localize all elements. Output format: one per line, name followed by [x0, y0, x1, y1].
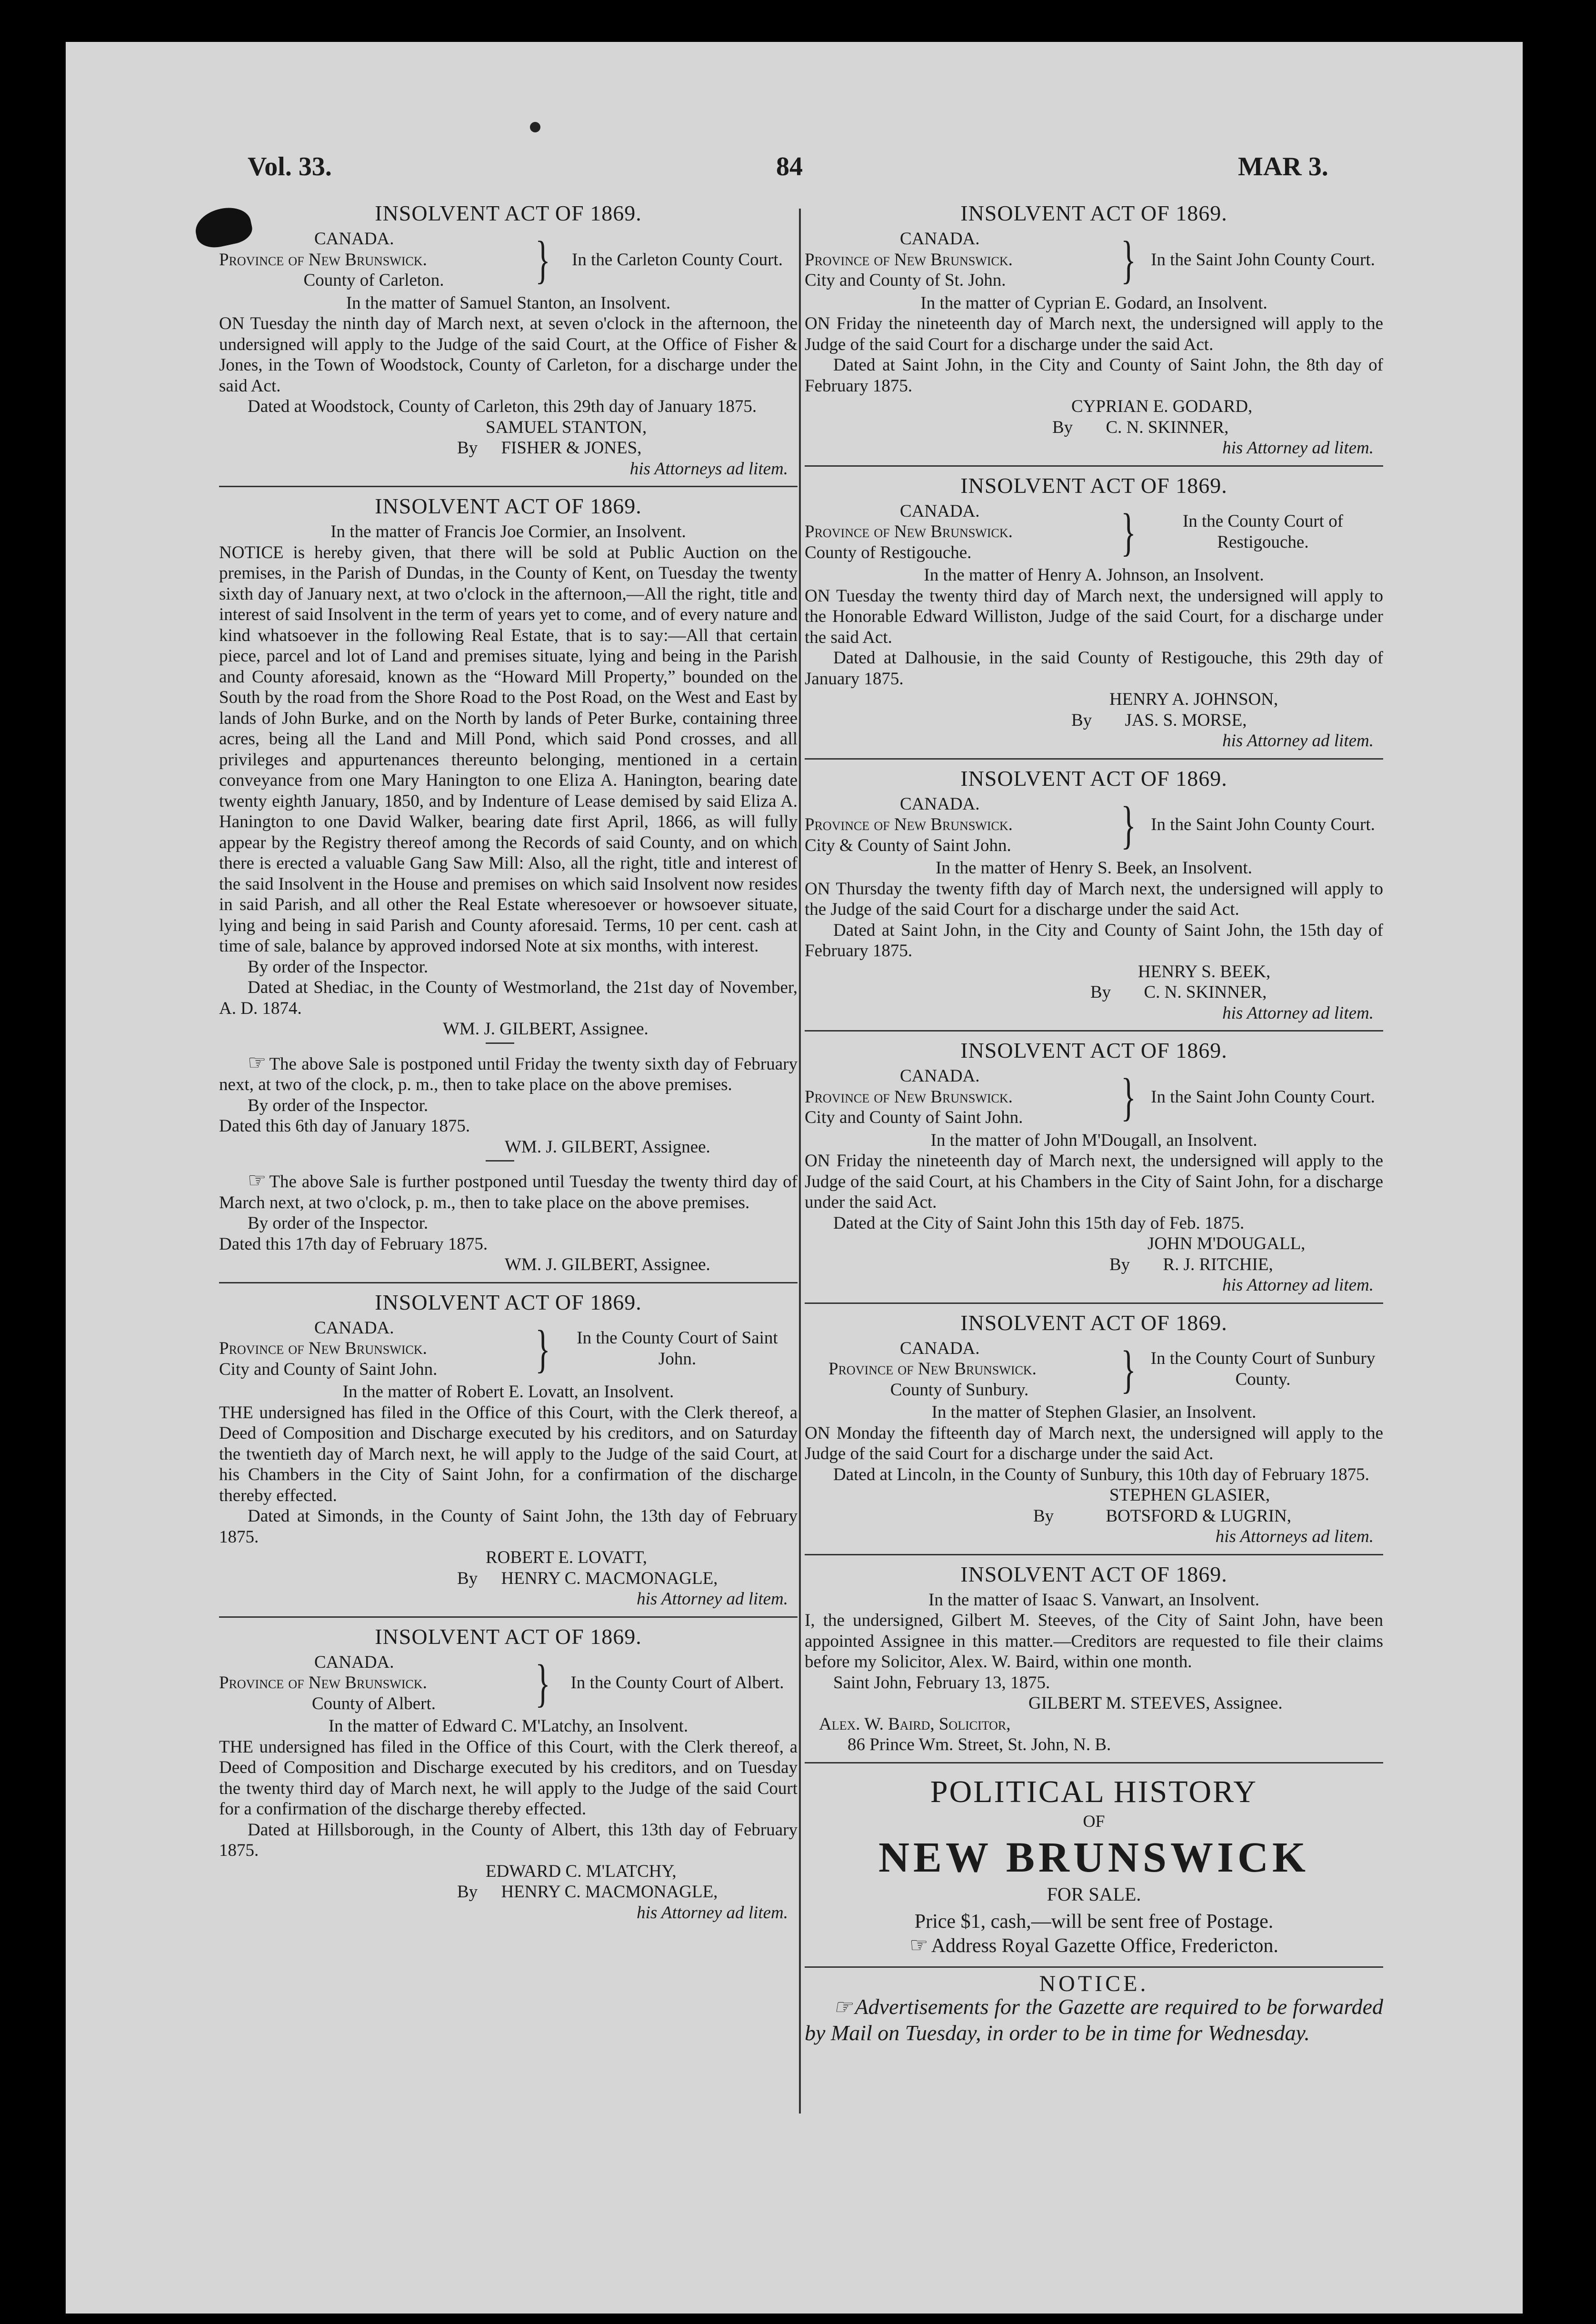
attorney-name: HENRY C. MACMONAGLE,: [501, 1882, 718, 1902]
court-name: In the County Court of Sunbury County.: [1150, 1349, 1376, 1389]
notice-body: ON Tuesday the twenty third day of March next, the undersigned will apply to the Honorable Edward Williston, Judge of the said Court, for a discharge under the said Act.: [805, 586, 1383, 647]
short-rule: [486, 1160, 514, 1162]
attorney-name: BOTSFORD & LUGRIN,: [1106, 1506, 1292, 1526]
ink-dot: [530, 122, 540, 132]
notice-vanwart: [805, 1561, 1383, 1755]
insolvent-name: HENRY A. JOHNSON,: [1109, 690, 1278, 709]
separator: [219, 1282, 798, 1283]
by-label: By: [457, 1568, 478, 1588]
attorney-role: his Attorney ad litem.: [1222, 731, 1374, 751]
page-number: 84: [776, 152, 803, 181]
assignee-sign: GILBERT M. STEEVES, Assignee.: [1028, 1693, 1283, 1713]
separator: [219, 1616, 798, 1618]
province: Province of New Brunswick.: [219, 250, 427, 270]
postponement-1: ☞ The above Sale is postponed until Friday the twenty sixth day of February next, at two of the clock, p. m., then to take place on the above premises.: [219, 1052, 798, 1095]
county: County of Restigouche.: [805, 542, 972, 562]
notice-title: INSOLVENT ACT OF 1869.: [375, 1290, 642, 1314]
court-block: [219, 1652, 798, 1714]
county: City & County of Saint John.: [805, 835, 1011, 855]
attorney-name: JAS. S. MORSE,: [1125, 710, 1247, 730]
assignee-sign: WM. J. GILBERT, Assignee.: [505, 1137, 710, 1157]
assignee-sign: WM. J. GILBERT, Assignee.: [443, 1019, 648, 1039]
attorney-role: his Attorney ad litem.: [1222, 1003, 1374, 1023]
attorney-role: his Attorney ad litem.: [1222, 438, 1374, 458]
notice-mdougall: [805, 1037, 1383, 1296]
notice-title: INSOLVENT ACT OF 1869.: [960, 1038, 1227, 1062]
brace: }: [1121, 1068, 1136, 1126]
notice-johnson: [805, 472, 1383, 751]
notice-stanton: [219, 200, 798, 479]
assignee-sign: WM. J. GILBERT, Assignee.: [505, 1255, 710, 1274]
matter: In the matter of John M'Dougall, an Insolvent.: [930, 1130, 1257, 1150]
county: County of Albert.: [311, 1693, 436, 1713]
attorney-name: FISHER & JONES,: [501, 438, 642, 458]
solicitor-address: 86 Prince Wm. Street, St. John, N. B.: [848, 1735, 1111, 1754]
brace: }: [535, 230, 550, 289]
province: Province of New Brunswick.: [219, 1339, 427, 1358]
court-block: [805, 1066, 1383, 1128]
province: Province of New Brunswick.: [805, 1087, 1013, 1107]
matter: In the matter of Isaac S. Vanwart, an Insolvent.: [928, 1590, 1259, 1610]
postponement-2: ☞ The above Sale is further postponed until Tuesday the twenty third day of March next, at two o'clock, p. m., then to take place on the above premises.: [219, 1170, 798, 1213]
right-column: [805, 200, 1383, 2046]
court-block: [219, 1318, 798, 1380]
notice-godard: [805, 200, 1383, 459]
brace: }: [1121, 795, 1136, 854]
matter: In the matter of Cyprian E. Godard, an Insolvent.: [920, 293, 1267, 313]
attorney-name: HENRY C. MACMONAGLE,: [501, 1568, 718, 1588]
notice-body: THE undersigned has filed in the Office of this Court, with the Clerk thereof, a Deed of Composition and Discharge executed by his creditors, and on Saturday the twentieth day of March next, he will apply to the Judge of the said Court, at his Chambers in the City of Saint John, for a confirmation of the discharge thereby effected.: [219, 1402, 798, 1505]
attorney-name: C. N. SKINNER,: [1144, 982, 1267, 1002]
county: City and County of Saint John.: [805, 1108, 1023, 1127]
insolvent-name: HENRY S. BEEK,: [1138, 962, 1271, 982]
attorney-role: his Attorney ad litem.: [1222, 1275, 1374, 1295]
by-label: By: [1071, 710, 1092, 730]
court-name: In the Carleton County Court.: [572, 250, 783, 270]
notice-cormier: [219, 493, 798, 1275]
insolvent-name: CYPRIAN E. GODARD,: [1071, 397, 1253, 416]
dated-line: Dated at Shediac, in the County of Westmorland, the 21st day of November, A. D. 1874.: [219, 978, 798, 1018]
attorney-name: C. N. SKINNER,: [1106, 417, 1229, 437]
country: CANADA.: [900, 1338, 980, 1358]
notice-body: THE undersigned has filed in the Office of this Court, with the Clerk thereof, a Deed of Composition and Discharge executed by his creditors, and on Tuesday the twenty third day of March next, he will apply to the Judge of the said Court for a confirmation of the discharge thereby effected.: [219, 1737, 798, 1819]
separator: [805, 1030, 1383, 1032]
ad-for-sale: FOR SALE.: [1047, 1883, 1141, 1905]
by-label: By: [457, 438, 478, 458]
court-name: In the County Court of Albert.: [570, 1673, 784, 1693]
separator: [805, 465, 1383, 467]
left-column: [219, 200, 798, 1928]
political-history-ad: [805, 1773, 1383, 1957]
separator: [805, 1966, 1383, 1968]
by-label: By: [457, 1882, 478, 1902]
order-line: By order of the Inspector.: [248, 1213, 429, 1233]
by-label: By: [1033, 1506, 1054, 1526]
country: CANADA.: [314, 1318, 394, 1338]
short-rule: [486, 1042, 514, 1044]
separator: [805, 758, 1383, 760]
ad-price: Price $1, cash,—will be sent free of Postage.: [914, 1910, 1274, 1933]
province: Province of New Brunswick.: [805, 250, 1013, 270]
court-name: In the Saint John County Court.: [1151, 815, 1375, 834]
notice-title: INSOLVENT ACT OF 1869.: [960, 473, 1227, 498]
notice-title: INSOLVENT ACT OF 1869.: [960, 766, 1227, 791]
dated-line: Dated this 6th day of January 1875.: [219, 1116, 470, 1136]
notice-title: INSOLVENT ACT OF 1869.: [375, 1624, 642, 1649]
province: Province of New Brunswick.: [805, 522, 1013, 541]
insolvent-name: SAMUEL STANTON,: [486, 417, 647, 437]
attorney-role: his Attorney ad litem.: [637, 1589, 788, 1609]
dated-line: Dated at Saint John, in the City and County of Saint John, the 8th day of February 1875.: [805, 355, 1383, 396]
separator: [805, 1554, 1383, 1555]
matter: In the matter of Henry A. Johnson, an Insolvent.: [924, 565, 1264, 585]
country: CANADA.: [314, 229, 394, 249]
brace: }: [535, 1653, 550, 1712]
notice-body: ON Monday the fifteenth day of March next, the undersigned will apply to the Judge of the said Court for a discharge under the said Act.: [805, 1423, 1383, 1463]
insolvent-name: EDWARD C. M'LATCHY,: [486, 1861, 677, 1881]
country: CANADA.: [900, 229, 980, 249]
notice-text: ☞ Advertisements for the Gazette are required to be forwarded by Mail on Tuesday, in order to be in time for Wednesday.: [805, 1994, 1383, 2046]
ad-address: ☞ Address Royal Gazette Office, Fredericton.: [805, 1935, 1383, 1957]
separator: [805, 1302, 1383, 1304]
notice-body: NOTICE is hereby given, that there will be sold at Public Auction on the premises, in the Parish of Dundas, in the County of Kent, on Tuesday the twenty sixth day of January next, at two o'clock in the afternoon,—All the right, title and interest of said Insolvent in the term of years yet to come, and of every nature and kind whatsoever in the following Real Estate, that is to say:—All that certain piece, parcel and lot of Land and premises situate, lying and being in the Parish and County aforesaid, known as the “Howard Mill Property,” bounded on the South by the road from the Shore Road to the Post Road, on the West and East by lands of John Burke, and on the North by lands of Peter Burke, containing three acres, being all the Land and Mill Pond, which said Pond crosses, and all privileges and appurtenances thereunto belonging, mentioned in a certain conveyance from one Mary Hanington to one Eliza A. Hanington, bearing date twenty eighth January, 1850, and by Indenture of Lease demised by said Eliza A. Hanington to one David Walker, bearing date first April, 1866, as will fully appear by the Registry thereof among the Records of said County, and on which there is erected a valuable Gang Saw Mill: Also, all the right, title and interest of the said Insolvent in the House and premises on which said Insolvent now resides in said Parish, and all other the Real Estate wheresoever or howsoever situate, lying and being in said Parish and County aforesaid. Terms, 10 per cent. cash at time of sale, balance by approved indorsed Note at six months, with interest.: [219, 542, 798, 956]
court-name: In the Saint John County Court.: [1151, 250, 1375, 270]
notice-beek: [805, 765, 1383, 1024]
attorney-role: his Attorney ad litem.: [637, 1903, 788, 1923]
matter: In the matter of Stephen Glasier, an Insolvent.: [931, 1402, 1257, 1422]
insolvent-name: JOHN M'DOUGALL,: [1147, 1234, 1306, 1253]
separator: [805, 1762, 1383, 1763]
attorney-name: R. J. RITCHIE,: [1163, 1254, 1273, 1274]
province: Province of New Brunswick.: [828, 1359, 1037, 1379]
matter: In the matter of Edward C. M'Latchy, an Insolvent.: [328, 1716, 688, 1736]
notice-body: ON Friday the nineteenth day of March next, the undersigned will apply to the Judge of the said Court for a discharge under the said Act.: [805, 314, 1383, 354]
notice-heading: NOTICE.: [1039, 1971, 1149, 1996]
dated-line: Dated at the City of Saint John this 15th day of Feb. 1875.: [833, 1213, 1245, 1233]
court-block: [805, 501, 1383, 563]
court-block: [805, 1338, 1383, 1401]
notice-title: INSOLVENT ACT OF 1869.: [960, 1310, 1227, 1335]
notice-body: ON Tuesday the ninth day of March next, at seven o'clock in the afternoon, the undersigned will apply to the Judge of the said Court, at the Office of Fisher & Jones, in the Town of Woodstock, County of Carleton, for a discharge under the said Act.: [219, 314, 798, 396]
notice-lovatt: [219, 1289, 798, 1610]
column-divider: [799, 209, 801, 2114]
court-name: In the County Court of Saint John.: [577, 1328, 778, 1369]
notice-glasier: [805, 1310, 1383, 1547]
county: County of Sunbury.: [890, 1380, 1029, 1400]
ad-subject: NEW BRUNSWICK: [878, 1834, 1309, 1881]
order-line: By order of the Inspector.: [248, 1095, 429, 1115]
issue-date: MAR 3.: [1238, 152, 1328, 181]
brace: }: [535, 1319, 550, 1378]
by-label: By: [1052, 417, 1073, 437]
notice-title: INSOLVENT ACT OF 1869.: [375, 494, 642, 518]
by-label: By: [1109, 1254, 1130, 1274]
insolvent-name: STEPHEN GLASIER,: [1109, 1485, 1270, 1505]
matter: In the matter of Francis Joe Cormier, an Insolvent.: [330, 522, 686, 541]
matter: In the matter of Henry S. Beek, an Insolvent.: [936, 858, 1252, 878]
order-line: By order of the Inspector.: [248, 957, 429, 977]
matter: In the matter of Samuel Stanton, an Insolvent.: [346, 293, 671, 313]
volume-label: Vol. 33.: [248, 152, 332, 181]
matter: In the matter of Robert E. Lovatt, an Insolvent.: [342, 1382, 674, 1402]
dated-line: Dated at Lincoln, in the County of Sunbury, this 10th day of February 1875.: [833, 1464, 1369, 1484]
court-block: [219, 229, 798, 291]
insolvent-name: ROBERT E. LOVATT,: [486, 1548, 648, 1567]
notice-title: INSOLVENT ACT OF 1869.: [375, 201, 642, 225]
solicitor-line: Alex. W. Baird, Solicitor,: [819, 1714, 1011, 1734]
dated-line: Dated at Hillsborough, in the County of Albert, this 13th day of February 1875.: [219, 1820, 798, 1860]
country: CANADA.: [314, 1652, 394, 1672]
dated-line: Dated at Simonds, in the County of Saint John, the 13th day of February 1875.: [219, 1506, 798, 1547]
gazette-notice: [805, 1973, 1383, 2046]
brace: }: [1121, 502, 1136, 561]
notice-body: I, the undersigned, Gilbert M. Steeves, of the City of Saint John, have been appointed Assignee in this matter.—Creditors are requested to file their claims before my Solicitor, Alex. W. Baird, within one month.: [805, 1611, 1383, 1672]
court-name: In the Saint John County Court.: [1151, 1087, 1375, 1107]
ad-title: POLITICAL HISTORY: [930, 1774, 1258, 1809]
court-name: In the County Court of Restigouche.: [1182, 511, 1344, 552]
country: CANADA.: [900, 794, 980, 814]
province: Province of New Brunswick.: [219, 1673, 427, 1693]
dated-line: Dated at Saint John, in the City and County of Saint John, the 15th day of February 1875.: [805, 920, 1383, 961]
province: Province of New Brunswick.: [805, 815, 1013, 834]
notice-mlatchy: [219, 1623, 798, 1923]
dated-line: Dated this 17th day of February 1875.: [219, 1234, 488, 1254]
brace: }: [1121, 1340, 1136, 1398]
county: City and County of St. John.: [805, 270, 1006, 290]
notice-body: ON Thursday the twenty fifth day of March next, the undersigned will apply to the Judge of the said Court for a discharge under the said Act.: [805, 879, 1383, 919]
county: City and County of Saint John.: [219, 1359, 438, 1379]
dated-line: Saint John, February 13, 1875.: [833, 1673, 1050, 1693]
country: CANADA.: [900, 1066, 980, 1086]
attorney-role: his Attorneys ad litem.: [1215, 1527, 1374, 1546]
notice-title: INSOLVENT ACT OF 1869.: [960, 201, 1227, 225]
notice-body: ON Friday the nineteenth day of March next, the undersigned will apply to the Judge of the said Court, at his Chambers in the City of Saint John, for a discharge under the said Act.: [805, 1151, 1383, 1212]
court-block: [805, 229, 1383, 291]
notice-title: INSOLVENT ACT OF 1869.: [960, 1562, 1227, 1586]
country: CANADA.: [900, 501, 980, 521]
attorney-role: his Attorneys ad litem.: [629, 459, 788, 479]
ad-of: OF: [1083, 1811, 1105, 1831]
separator: [219, 486, 798, 487]
by-label: By: [1090, 982, 1111, 1002]
dated-line: Dated at Dalhousie, in the said County of Restigouche, this 29th day of January 1875.: [805, 648, 1383, 689]
brace: }: [1121, 230, 1136, 289]
court-block: [805, 794, 1383, 856]
dated-line: Dated at Woodstock, County of Carleton, this 29th day of January 1875.: [248, 397, 757, 416]
county: County of Carleton.: [303, 270, 444, 290]
